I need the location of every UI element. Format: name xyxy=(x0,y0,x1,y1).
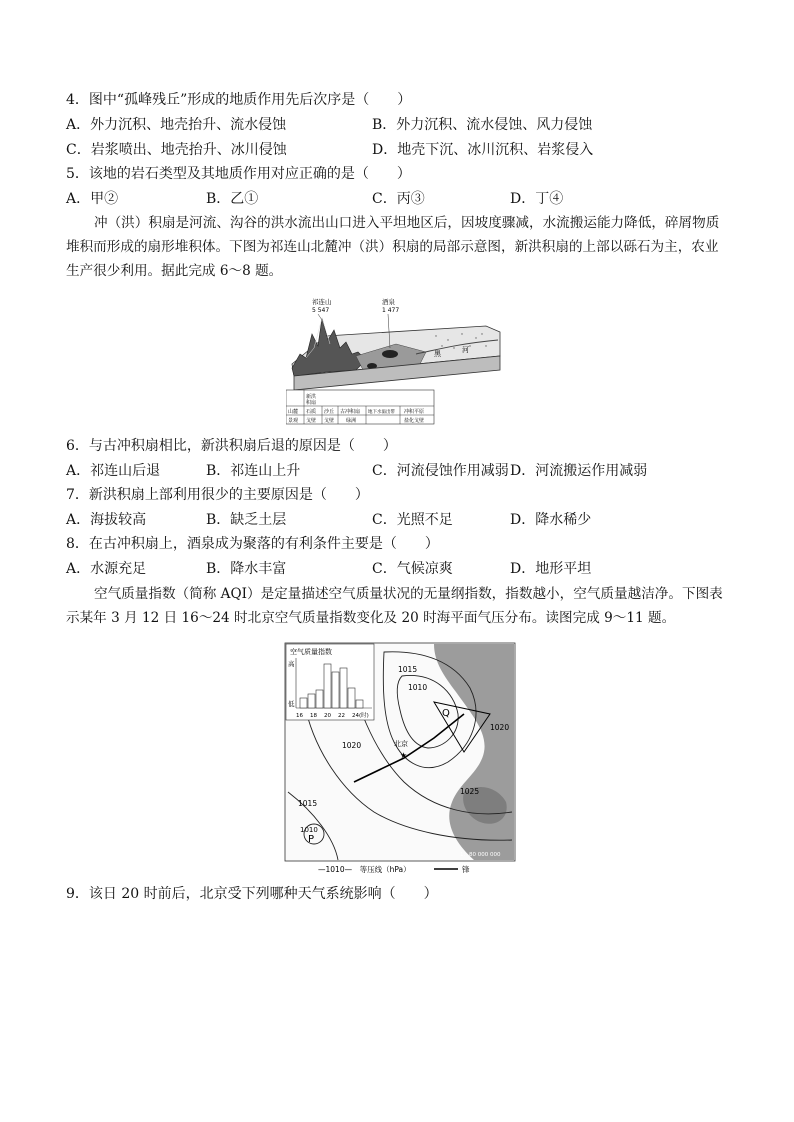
q8-option-d: D．地形平坦 xyxy=(510,561,592,577)
row2-cell: 戈壁 xyxy=(306,418,317,424)
isobar-label: 1015 xyxy=(398,665,418,674)
q5-option-b: B．乙① xyxy=(206,191,259,207)
inset-x-tick: 24(时) xyxy=(352,713,369,719)
question-7-stem: 7．新洪积扇上部利用很少的主要原因是（ ） xyxy=(66,487,369,503)
question-5-stem: 5．该地的岩石类型及其地质作用对应正确的是（ ） xyxy=(66,166,411,182)
inset-x-tick: 16 xyxy=(296,713,303,719)
q6-option-a: A．祁连山后退 xyxy=(66,463,161,479)
q7-option-d: D．降水稀少 xyxy=(510,512,592,528)
question-6-stem: 6．与古冲积扇相比，新洪积扇后退的原因是（ ） xyxy=(66,438,397,454)
q6-option-d: D．河流搬运作用减弱 xyxy=(510,463,648,479)
inset-x-tick: 22 xyxy=(338,713,345,719)
isobar-label: 1010 xyxy=(408,683,428,692)
row1-cell: 山麓 xyxy=(288,409,299,415)
q4-option-b: B．外力沉积、流水侵蚀、风力侵蚀 xyxy=(372,117,593,133)
passage-aqi xyxy=(66,582,730,630)
q7-option-a: A．海拔较高 xyxy=(66,512,147,528)
legend-front: 锋 xyxy=(462,865,470,874)
question-4-stem: 4．图中“孤峰残丘”形成的地质作用先后次序是（ ） xyxy=(66,92,412,108)
row2-cell: 景观 xyxy=(288,418,299,424)
side-label-2: 积扇 xyxy=(306,400,317,406)
isobar-label: 1020 xyxy=(490,723,510,732)
mountain-label: 祁连山 xyxy=(312,298,332,306)
isobar-label: 1025 xyxy=(460,787,480,796)
inset-x-tick: 20 xyxy=(324,713,331,719)
q5-option-d: D．丁④ xyxy=(510,191,564,207)
row1-cell: 沙丘 xyxy=(324,409,335,415)
inset-x-tick: 18 xyxy=(310,713,317,719)
legend-isobar: —1010— 等压线（hPa） xyxy=(318,865,411,874)
row1-cell: 冲积平原 xyxy=(404,409,425,415)
star-icon: ★ xyxy=(400,751,408,760)
mountain-elevation: 5 547 xyxy=(312,307,330,314)
q6-option-c: C．河流侵蚀作用减弱 xyxy=(372,463,509,479)
q6-option-b: B．祁连山上升 xyxy=(206,463,301,479)
low-label-p: P xyxy=(308,834,315,845)
passage-line: 示某年 3 月 12 日 16～24 时北京空气质量指数变化及 20 时海平面气压分布。读图完成 9～11 题。 xyxy=(66,610,676,626)
isobar-label: 1020 xyxy=(342,741,362,750)
inset-low-label: 低 xyxy=(288,700,295,708)
alluvial-fan-diagram xyxy=(286,296,504,426)
q5-option-c: C．丙③ xyxy=(372,191,425,207)
question-8-stem: 8．在古冲积扇上，酒泉成为聚落的有利条件主要是（ ） xyxy=(66,536,439,552)
city-label-beijing: 北京 xyxy=(394,740,408,748)
side-label-1: 新洪 xyxy=(306,394,317,400)
row1-cell: 石质 xyxy=(306,409,317,415)
q4-option-d: D．地壳下沉、冰川沉积、岩浆侵入 xyxy=(372,142,594,158)
row1-cell: 古冲积扇 xyxy=(340,409,361,415)
question-9-stem: 9．该日 20 时前后，北京受下列哪种天气系统影响（ ） xyxy=(66,886,438,902)
river-label-2: 河 xyxy=(462,346,469,354)
isobar-label: 1010 xyxy=(300,826,318,834)
q8-option-b: B．降水丰富 xyxy=(206,561,287,577)
passage-line: 空气质量指数（简称 AQI）是定量描述空气质量状况的无量纲指数，指数越小，空气质量越洁净。下图表 xyxy=(94,586,723,602)
q7-option-b: B．缺乏土层 xyxy=(206,512,287,528)
q8-option-a: A．水源充足 xyxy=(66,561,147,577)
inset-high-label: 高 xyxy=(288,660,295,668)
isobar-label: 1015 xyxy=(298,799,318,808)
low-label-q: Q xyxy=(442,708,450,719)
river-label-1: 黑 xyxy=(434,350,441,358)
q4-option-a: A．外力沉积、地壳抬升、流水侵蚀 xyxy=(66,117,287,133)
passage-line: 堆积而形成的扇形堆积体。下图为祁连山北麓冲（洪）积扇的局部示意图，新洪积扇的上部以砾石为主，农业 xyxy=(66,239,719,255)
inset-title: 空气质量指数 xyxy=(290,648,332,656)
q8-option-c: C．气候凉爽 xyxy=(372,561,453,577)
q7-option-c: C．光照不足 xyxy=(372,512,453,528)
city-label: 酒泉 xyxy=(382,298,395,306)
pressure-map xyxy=(284,642,516,876)
row2-cell: 绿洲 xyxy=(346,418,357,424)
q4-option-c: C．岩浆喷出、地壳抬升、冰川侵蚀 xyxy=(66,142,287,158)
scale-label: 1：80 000 000 xyxy=(460,852,501,858)
city-elevation: 1 477 xyxy=(382,307,400,314)
row2-cell: 戈壁 xyxy=(324,418,335,424)
row2-cell: 盐化戈壁 xyxy=(404,418,425,424)
passage-line: 生产很少利用。据此完成 6～8 题。 xyxy=(66,263,283,279)
row1-cell: 地下水溢出带 xyxy=(368,410,395,415)
q5-option-a: A．甲② xyxy=(66,191,119,207)
passage-line: 冲（洪）积扇是河流、沟谷的洪水流出山口进入平坦地区后，因坡度骤减，水流搬运能力降低，碎屑物质 xyxy=(94,215,720,231)
passage-alluvial-fan xyxy=(66,211,730,283)
